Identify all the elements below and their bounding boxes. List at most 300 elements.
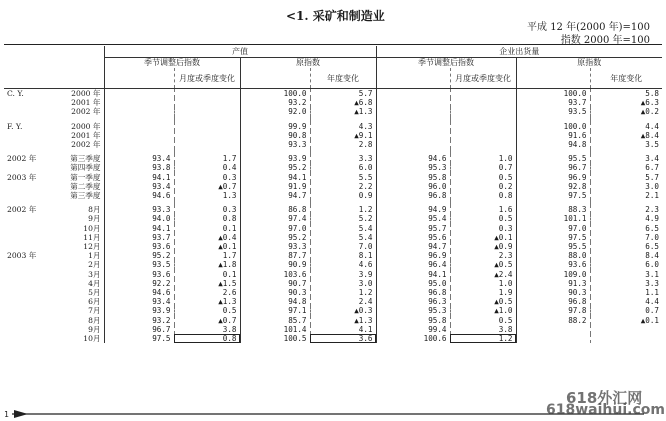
row-group-label — [4, 242, 54, 251]
table-cell: 5.8 — [590, 89, 662, 99]
table-row — [4, 251, 662, 260]
table-cell: ▲0.1 — [174, 242, 240, 251]
table-cell: 93.7 — [104, 233, 174, 242]
row-period-label: 7月 — [88, 306, 101, 316]
table-cell: 1.2 — [450, 334, 516, 343]
row-period-label: 2002 年 — [71, 140, 101, 150]
table-cell — [376, 122, 450, 131]
table-cell: 92.8 — [516, 182, 590, 191]
table-cell: 6.5 — [590, 242, 662, 251]
table-cell: 94.8 — [516, 140, 590, 149]
table-cell: 88.2 — [516, 316, 590, 325]
table-cell — [376, 89, 450, 99]
table-cell: 90.8 — [240, 131, 310, 140]
table-cell: 91.9 — [240, 182, 310, 191]
table-cell — [104, 89, 174, 99]
table-cell: 2.6 — [174, 288, 240, 297]
table-cell: ▲0.1 — [450, 233, 516, 242]
table-cell: ▲8.4 — [590, 131, 662, 140]
table-cell: 1.1 — [590, 288, 662, 297]
table-cell — [104, 131, 174, 140]
row-group-label — [4, 214, 54, 223]
row-group-label: 2002 年 — [7, 205, 37, 215]
table-cell — [104, 107, 174, 116]
row-period-label: 第二季度 — [70, 181, 101, 191]
table-cell: 3.6 — [310, 334, 376, 343]
table-cell: 0.9 — [310, 191, 376, 200]
statistics-table — [4, 46, 662, 343]
table-cell: 101.1 — [516, 214, 590, 223]
table-cell: 4.9 — [590, 214, 662, 223]
table-row — [4, 316, 662, 325]
table-cell — [174, 98, 240, 107]
table-cell: 97.1 — [240, 306, 310, 315]
table-row — [4, 154, 662, 163]
table-cell: 97.5 — [516, 233, 590, 242]
row-period-label: 2001 年 — [71, 98, 101, 108]
table-cell: 94.8 — [240, 297, 310, 306]
table-cell: ▲0.5 — [450, 297, 516, 306]
table-cell: 1.6 — [450, 205, 516, 214]
table-cell: 4.4 — [590, 122, 662, 131]
table-cell: 1.0 — [450, 279, 516, 288]
table-cell: 2.4 — [310, 297, 376, 306]
table-cell: 96.7 — [516, 163, 590, 172]
top-rule — [4, 44, 662, 45]
table-cell: 0.1 — [174, 224, 240, 233]
row-period-label: 2002 年 — [71, 107, 101, 117]
table-cell: 4.1 — [310, 325, 376, 334]
table-row — [4, 242, 662, 251]
table-cell: 94.1 — [376, 270, 450, 279]
table-cell: 93.3 — [240, 242, 310, 251]
table-cell: 0.4 — [174, 163, 240, 172]
table-cell: 1.7 — [174, 154, 240, 163]
table-cell: 0.1 — [174, 270, 240, 279]
table-cell: 5.7 — [310, 89, 376, 99]
row-group-label — [4, 140, 54, 149]
table-cell: 3.0 — [310, 279, 376, 288]
table-cell: 6.0 — [310, 163, 376, 172]
table-cell: 5.4 — [310, 233, 376, 242]
table-cell — [104, 122, 174, 131]
table-cell — [376, 131, 450, 140]
base-year-note: 平成 12 年(2000 年)=100 — [527, 22, 650, 33]
row-group-label: F. Y. — [7, 121, 23, 131]
row-period-label: 1月 — [88, 251, 101, 261]
table-cell: 87.7 — [240, 251, 310, 260]
row-group-label — [4, 279, 54, 288]
table-cell — [450, 122, 516, 131]
table-cell: 95.3 — [376, 306, 450, 315]
row-group-label — [4, 316, 54, 325]
header-shipments-sa: 季节调整后指数 — [376, 58, 516, 69]
table-cell: 90.3 — [516, 288, 590, 297]
table-cell: 93.5 — [516, 107, 590, 116]
table-row — [4, 288, 662, 297]
row-period-label: 第三季度 — [70, 154, 101, 164]
table-cell: 93.2 — [240, 98, 310, 107]
table-cell: 96.9 — [376, 251, 450, 260]
table-cell: 3.3 — [310, 154, 376, 163]
table-cell: 0.5 — [450, 316, 516, 325]
table-cell: ▲0.5 — [450, 260, 516, 269]
table-cell: 97.4 — [240, 214, 310, 223]
table-cell: 92.2 — [104, 279, 174, 288]
table-cell: 5.5 — [310, 173, 376, 182]
table-cell: 94.6 — [104, 288, 174, 297]
table-cell — [104, 98, 174, 107]
table-row — [4, 205, 662, 214]
table-cell: 96.9 — [516, 173, 590, 182]
table-cell: 94.1 — [104, 224, 174, 233]
row-period-label: 10月 — [83, 223, 101, 233]
table-row — [4, 224, 662, 233]
row-period-label: 6月 — [88, 297, 101, 307]
row-period-label: 4月 — [88, 278, 101, 288]
table-cell: 3.4 — [590, 154, 662, 163]
header-production-yoy: 年度变化 — [310, 68, 376, 89]
table-cell: ▲0.4 — [174, 233, 240, 242]
table-row — [4, 122, 662, 131]
table-cell: 2.3 — [590, 205, 662, 214]
table-cell: 94.6 — [104, 191, 174, 200]
table-cell: 95.0 — [376, 279, 450, 288]
table-cell: 1.2 — [310, 205, 376, 214]
table-cell: 0.8 — [174, 214, 240, 223]
table-cell: ▲6.8 — [310, 98, 376, 107]
row-period-label: 12月 — [83, 242, 101, 252]
table-cell: 0.7 — [590, 306, 662, 315]
table-cell: 0.5 — [450, 173, 516, 182]
table-cell — [450, 140, 516, 149]
table-cell: 93.2 — [104, 316, 174, 325]
table-cell — [174, 131, 240, 140]
table-cell — [104, 140, 174, 149]
table-cell: 0.7 — [450, 163, 516, 172]
index-base-note: 指数 2000 年=100 — [560, 35, 650, 46]
table-cell: 3.8 — [174, 325, 240, 334]
table-cell: 93.6 — [516, 260, 590, 269]
table-cell — [450, 131, 516, 140]
table-cell: 6.0 — [590, 260, 662, 269]
row-group-label: C. Y. — [7, 89, 24, 98]
row-group-label — [4, 270, 54, 279]
table-cell: 93.5 — [104, 260, 174, 269]
table-row — [4, 98, 662, 107]
table-cell: 91.6 — [516, 131, 590, 140]
table-cell: 96.8 — [516, 297, 590, 306]
table-row — [4, 131, 662, 140]
header-shipments-group: 企业出货量 — [376, 46, 662, 58]
table-cell: 2.1 — [590, 191, 662, 200]
table-cell: ▲1.0 — [450, 306, 516, 315]
table-cell: 93.3 — [240, 140, 310, 149]
table-cell: 1.9 — [450, 288, 516, 297]
header-shipments-raw: 原指数 — [516, 58, 662, 69]
watermark-line2: 618waihui.com — [546, 402, 665, 418]
table-cell: 0.5 — [450, 214, 516, 223]
watermark-line1: 618外汇网 — [566, 389, 643, 407]
table-cell: 1.0 — [450, 154, 516, 163]
row-period-label: 11月 — [83, 232, 101, 242]
table-row — [4, 306, 662, 315]
table-cell: 1.2 — [310, 288, 376, 297]
table-cell — [174, 122, 240, 131]
table-cell — [516, 334, 590, 343]
table-cell: 2.3 — [450, 251, 516, 260]
table-cell: 2.8 — [310, 140, 376, 149]
table-cell: 93.4 — [104, 297, 174, 306]
table-cell — [450, 89, 516, 99]
table-cell: 93.7 — [516, 98, 590, 107]
table-cell: 109.0 — [516, 270, 590, 279]
table-cell: ▲1.3 — [310, 316, 376, 325]
table-body — [4, 89, 662, 344]
table-cell: 97.0 — [516, 224, 590, 233]
table-cell: ▲6.3 — [590, 98, 662, 107]
row-period-label: 9月 — [88, 214, 101, 224]
header-production-raw: 原指数 — [240, 58, 376, 69]
table-row — [4, 182, 662, 191]
row-period-label: 2001 年 — [71, 130, 101, 140]
table-cell: 99.4 — [376, 325, 450, 334]
row-group-label — [4, 306, 54, 315]
header-shipments-mom: 月度或季度变化 — [450, 68, 516, 89]
table-cell: 100.0 — [516, 89, 590, 99]
table-cell: 3.5 — [590, 140, 662, 149]
table-row — [4, 260, 662, 269]
table-cell: 0.8 — [174, 334, 240, 343]
page-marker: 1 — [4, 410, 9, 419]
table-cell: ▲2.4 — [450, 270, 516, 279]
row-group-label — [4, 260, 54, 269]
table-cell: 95.2 — [104, 251, 174, 260]
table-cell: 90.7 — [240, 279, 310, 288]
table-cell: 94.6 — [376, 154, 450, 163]
row-group-label: 2002 年 — [7, 154, 37, 164]
table-cell: 0.3 — [174, 205, 240, 214]
table-cell: 95.5 — [516, 242, 590, 251]
table-row — [4, 214, 662, 223]
table-cell: 93.3 — [104, 205, 174, 214]
table-cell: 6.5 — [590, 224, 662, 233]
table-cell: 7.0 — [310, 242, 376, 251]
table-cell: 3.0 — [590, 182, 662, 191]
table-row — [4, 191, 662, 200]
row-period-label: 第四季度 — [70, 163, 101, 173]
table-cell: 95.3 — [376, 163, 450, 172]
table-cell: 0.5 — [174, 306, 240, 315]
header-production-mom: 月度或季度变化 — [174, 68, 240, 89]
row-group-label — [4, 191, 54, 200]
row-group-label — [4, 107, 54, 116]
table-cell: 96.7 — [104, 325, 174, 334]
table-cell: ▲0.9 — [450, 242, 516, 251]
table-cell: ▲0.2 — [590, 107, 662, 116]
table-cell — [174, 140, 240, 149]
table-cell: 3.8 — [450, 325, 516, 334]
row-group-label — [4, 98, 54, 107]
table-cell — [376, 107, 450, 116]
table-cell: 94.9 — [376, 205, 450, 214]
table-cell: 0.3 — [450, 224, 516, 233]
table-cell: 93.6 — [104, 242, 174, 251]
row-period-label: 2000 年 — [71, 89, 101, 98]
table-cell: 94.1 — [104, 173, 174, 182]
table-cell — [450, 98, 516, 107]
table-cell: 0.8 — [450, 191, 516, 200]
table-cell: 99.9 — [240, 122, 310, 131]
table-cell: 95.4 — [376, 214, 450, 223]
table-cell: 94.1 — [240, 173, 310, 182]
header-production-sa: 季节调整后指数 — [104, 58, 240, 69]
table-cell: 93.4 — [104, 182, 174, 191]
table-cell — [174, 107, 240, 116]
row-period-label: 8月 — [88, 315, 101, 325]
table-cell: 100.5 — [240, 334, 310, 343]
table-title: <1. 采矿和制造业 — [286, 9, 385, 23]
table-cell: 4.6 — [310, 260, 376, 269]
table-cell: 3.1 — [590, 270, 662, 279]
table-cell: 94.0 — [104, 214, 174, 223]
row-period-label: 2000 年 — [71, 121, 101, 131]
table-cell — [376, 98, 450, 107]
table-cell: 96.8 — [376, 191, 450, 200]
table-cell: 93.9 — [104, 306, 174, 315]
table-row — [4, 325, 662, 334]
table-row — [4, 107, 662, 116]
row-period-label: 第一季度 — [70, 172, 101, 182]
table-row — [4, 140, 662, 149]
row-group-label — [4, 325, 54, 334]
table-cell: 4.4 — [590, 297, 662, 306]
table-cell: 0.3 — [174, 173, 240, 182]
row-group-label — [4, 182, 54, 191]
table-cell: ▲0.7 — [174, 316, 240, 325]
table-row — [4, 163, 662, 172]
table-cell: 96.4 — [376, 260, 450, 269]
row-period-label: 5月 — [88, 288, 101, 298]
row-group-label: 2003 年 — [7, 172, 37, 182]
table-cell: 2.2 — [310, 182, 376, 191]
table-cell: 92.0 — [240, 107, 310, 116]
table-cell: 88.0 — [516, 251, 590, 260]
table-cell: 97.5 — [104, 334, 174, 343]
table-cell — [450, 107, 516, 116]
table-cell: 95.8 — [376, 316, 450, 325]
table-cell — [174, 89, 240, 99]
table-cell: 5.2 — [310, 214, 376, 223]
table-cell: ▲1.3 — [174, 297, 240, 306]
row-group-label — [4, 297, 54, 306]
header-blank — [4, 46, 104, 58]
row-period-label: 9月 — [88, 324, 101, 334]
table-row — [4, 173, 662, 182]
table-cell: ▲0.1 — [590, 316, 662, 325]
table-cell: ▲1.5 — [174, 279, 240, 288]
row-period-label: 2月 — [88, 260, 101, 270]
table-cell: 100.0 — [240, 89, 310, 99]
table-row — [4, 270, 662, 279]
table-cell: 93.9 — [240, 154, 310, 163]
table-cell: 94.7 — [240, 191, 310, 200]
table-cell: 95.6 — [376, 233, 450, 242]
table-cell: 97.5 — [516, 191, 590, 200]
row-group-label — [4, 131, 54, 140]
table-cell: 1.7 — [174, 251, 240, 260]
table-cell — [516, 325, 590, 334]
table-cell: 90.3 — [240, 288, 310, 297]
row-group-label — [4, 334, 54, 343]
table-cell: ▲1.3 — [310, 107, 376, 116]
table-cell: ▲9.1 — [310, 131, 376, 140]
table-cell: ▲0.7 — [174, 182, 240, 191]
table-cell: 96.3 — [376, 297, 450, 306]
table-cell: ▲0.3 — [310, 306, 376, 315]
row-period-label: 10月 — [83, 334, 101, 344]
table-cell: 91.3 — [516, 279, 590, 288]
table-cell: 5.7 — [590, 173, 662, 182]
table-cell: 95.5 — [516, 154, 590, 163]
table-cell: 6.7 — [590, 163, 662, 172]
table-cell: 97.8 — [516, 306, 590, 315]
table-cell: 100.6 — [376, 334, 450, 343]
table-row — [4, 89, 662, 99]
row-period-label: 第三季度 — [70, 191, 101, 201]
row-group-label — [4, 163, 54, 172]
table-cell: 93.6 — [104, 270, 174, 279]
table-cell: 4.3 — [310, 122, 376, 131]
table-cell — [590, 325, 662, 334]
table-cell: 100.0 — [516, 122, 590, 131]
table-cell: 103.6 — [240, 270, 310, 279]
table-cell: 8.4 — [590, 251, 662, 260]
row-period-label: 8月 — [88, 205, 101, 215]
table-cell: 85.7 — [240, 316, 310, 325]
table-cell: 1.3 — [174, 191, 240, 200]
table-cell: 8.1 — [310, 251, 376, 260]
row-group-label — [4, 288, 54, 297]
table-cell: 93.8 — [104, 163, 174, 172]
row-group-label — [4, 233, 54, 242]
table-cell: 3.3 — [590, 279, 662, 288]
table-cell — [376, 140, 450, 149]
table-cell: 0.2 — [450, 182, 516, 191]
table-cell: 93.4 — [104, 154, 174, 163]
row-group-label — [4, 224, 54, 233]
header-production-group: 产值 — [104, 46, 376, 58]
table-cell: 7.0 — [590, 233, 662, 242]
table-cell: 86.8 — [240, 205, 310, 214]
table-cell: 95.7 — [376, 224, 450, 233]
table-cell: 95.2 — [240, 233, 310, 242]
table-cell: 97.0 — [240, 224, 310, 233]
row-period-label: 3月 — [88, 269, 101, 279]
table-cell — [590, 334, 662, 343]
table-cell: 101.4 — [240, 325, 310, 334]
table-row — [4, 334, 662, 343]
table-cell: 95.8 — [376, 173, 450, 182]
table-cell: 90.9 — [240, 260, 310, 269]
header-shipments-yoy: 年度变化 — [590, 68, 662, 89]
table-row — [4, 297, 662, 306]
table-row — [4, 279, 662, 288]
table-row — [4, 233, 662, 242]
table-cell: 88.3 — [516, 205, 590, 214]
table-cell: 3.9 — [310, 270, 376, 279]
table-cell: 5.4 — [310, 224, 376, 233]
